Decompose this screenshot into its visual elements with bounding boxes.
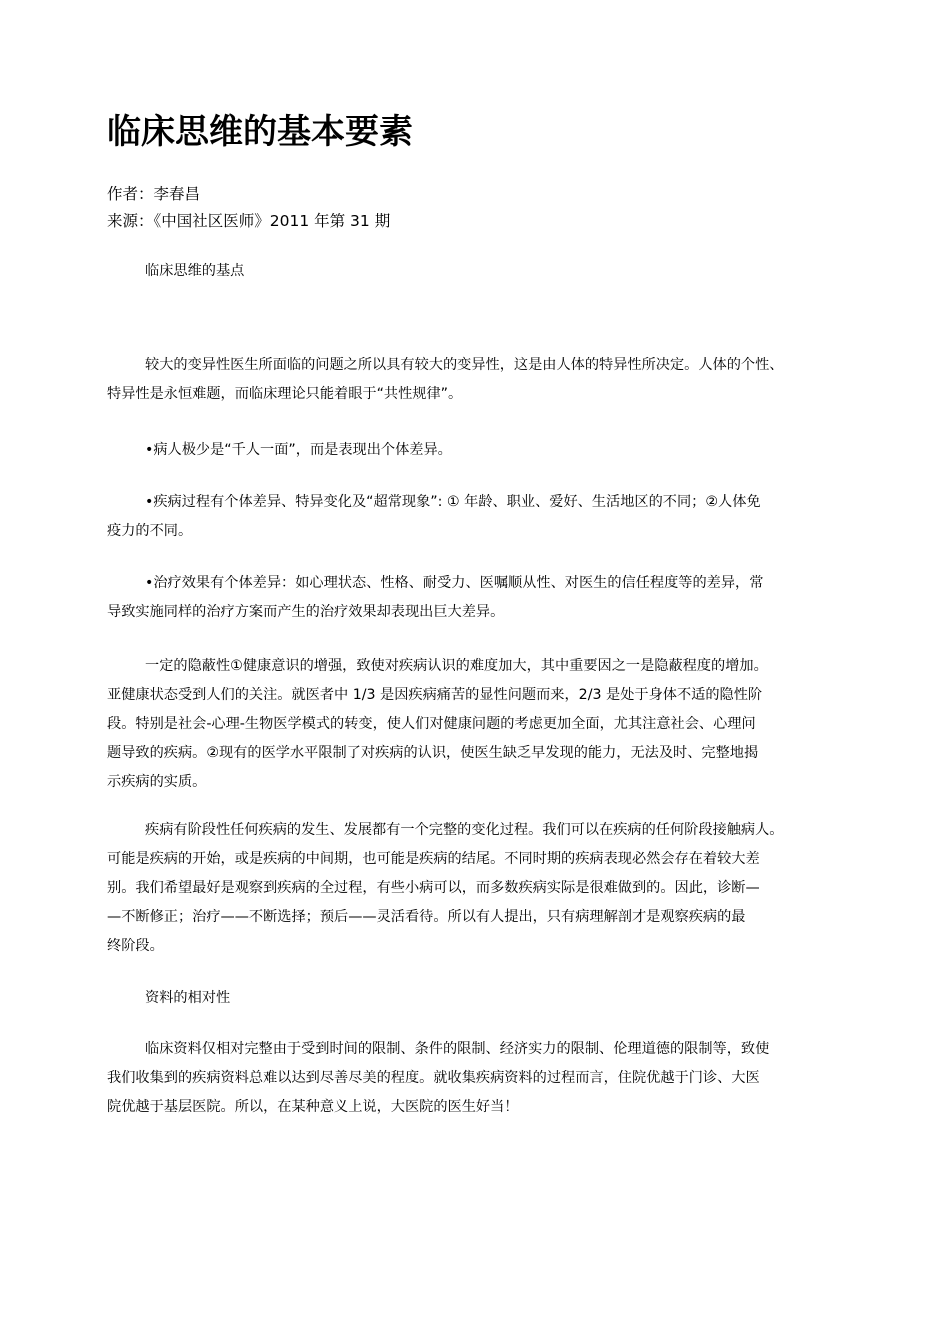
heading-text: 临床思维的基点 [145, 263, 245, 279]
bullet-individual-difference [107, 436, 852, 465]
paragraph-line: 题导致的疾病。②现有的医学水平限制了对疾病的认识，使医生缺乏早发现的能力，无法及时、完整地揭 [107, 745, 759, 761]
paragraph-line: 临床资料仅相对完整由于受到时间的限制、条件的限制、经济实力的限制、伦理道德的限制等，致使 [145, 1041, 770, 1057]
paragraph-line: •病人极少是“千人一面”，而是表现出个体差异。 [145, 442, 452, 458]
paragraph-line: 导致实施同样的治疗方案而产生的治疗效果却表现出巨大差异。 [107, 604, 505, 620]
paragraph-line: 特异性是永恒难题，而临床理论只能着眼于“共性规律”。 [107, 386, 463, 402]
paragraph-line: 较大的变异性医生所面临的问题之所以具有较大的变异性，这是由人体的特异性所决定。人体的个性、 [145, 357, 784, 373]
paragraph-line: •疾病过程有个体差异、特异变化及“超常现象”: ① 年龄、职业、爱好、生活地区的不同；②人体免 [145, 494, 761, 510]
section-heading-clinical-basis [107, 257, 852, 286]
bullet-treatment-effect [107, 569, 852, 627]
paragraph-line: 别。我们希望最好是观察到疾病的全过程，有些小病可以，而多数疾病实际是很难做到的。因此，诊断— [107, 880, 760, 896]
page-title: 临床思维的基本要素 [107, 112, 413, 152]
paragraph-line: 可能是疾病的开始，或是疾病的中间期，也可能是疾病的结尾。不同时期的疾病表现必然会存在着较大差 [107, 851, 760, 867]
source-line: 来源：《中国社区医师》2011 年第 31 期 [107, 212, 391, 230]
paragraph-line: 示疾病的实质。 [107, 774, 207, 790]
paragraph-line: 亚健康状态受到人们的关注。就医者中 1/3 是因疾病痛苦的显性问题而来，2/3 是处于身体不适的隐性阶 [107, 687, 763, 703]
paragraph-variability [107, 351, 852, 409]
heading-text: 资料的相对性 [145, 990, 231, 1006]
paragraph-line: —不断修正；治疗——不断选择；预后——灵活看待。所以有人提出，只有病理解剖才是观察疾病的最 [107, 909, 746, 925]
paragraph-data-completeness [107, 1035, 852, 1122]
paragraph-line: •治疗效果有个体差异：如心理状态、性格、耐受力、医嘱顺从性、对医生的信任程度等的差异，常 [145, 575, 764, 591]
paragraph-line: 段。特别是社会-心理-生物医学模式的转变，使人们对健康问题的考虑更加全面，尤其注意社会、心理问 [107, 716, 756, 732]
paragraph-line: 疾病有阶段性任何疾病的发生、发展都有一个完整的变化过程。我们可以在疾病的任何阶段接触病人。 [145, 822, 784, 838]
author-line: 作者：李春昌 [107, 185, 201, 203]
paragraph-line: 一定的隐蔽性①健康意识的增强，致使对疾病认识的难度加大，其中重要因之一是隐蔽程度的增加。 [145, 658, 768, 674]
paragraph-concealment [107, 652, 852, 797]
section-heading-data-relativity [107, 984, 852, 1013]
paragraph-line: 院优越于基层医院。所以，在某种意义上说，大医院的医生好当！ [107, 1099, 519, 1115]
paragraph-disease-stages [107, 816, 852, 961]
bullet-disease-process [107, 488, 852, 546]
paragraph-line: 疫力的不同。 [107, 523, 193, 539]
paragraph-line: 终阶段。 [107, 938, 164, 954]
paragraph-line: 我们收集到的疾病资料总难以达到尽善尽美的程度。就收集疾病资料的过程而言，住院优越于门诊、大医 [107, 1070, 760, 1086]
